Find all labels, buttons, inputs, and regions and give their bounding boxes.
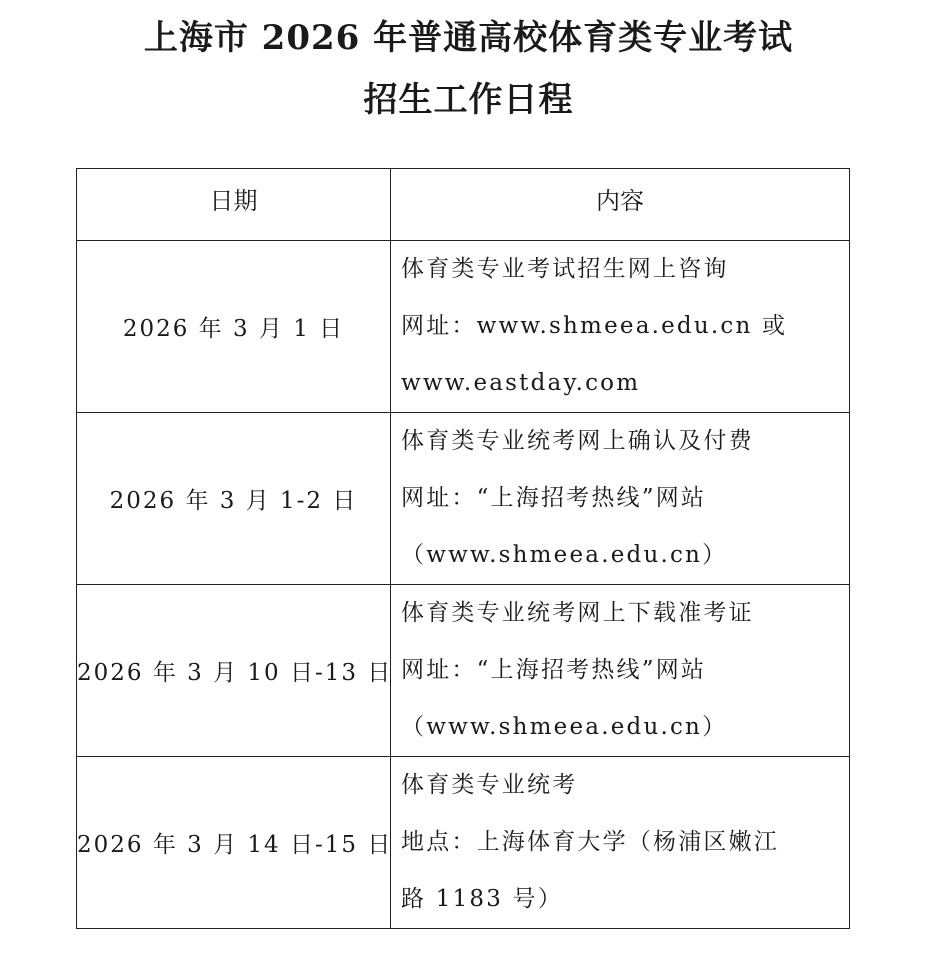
table-header-row [77, 169, 850, 241]
content-line: www.eastday.com [401, 370, 641, 396]
document-title-line-2: 招生工作日程 [363, 80, 574, 120]
content-cell [391, 241, 850, 413]
date-cell: 2026 年 3 月 14 日-15 日 [77, 757, 391, 929]
table-row [77, 241, 850, 413]
table-row [77, 413, 850, 585]
date-cell: 2026 年 3 月 1 日 [77, 241, 391, 413]
content-line: 体育类专业考试招生网上咨询 [401, 256, 729, 282]
schedule-table [76, 168, 850, 929]
content-column-header [391, 169, 850, 241]
content-line: 体育类专业统考网上确认及付费 [401, 428, 754, 454]
content-line: 体育类专业统考 [401, 772, 578, 798]
content-line: 体育类专业统考网上下载准考证 [401, 600, 754, 626]
content-line: 地点：上海体育大学（杨浦区嫩江 [401, 829, 779, 855]
date-header-label: 日期 [209, 187, 258, 215]
content-line: 路 1183 号） [401, 886, 563, 912]
content-cell [391, 757, 850, 929]
table-row [77, 757, 850, 929]
date-column-header [77, 169, 391, 241]
content-cell [391, 585, 850, 757]
content-line: 网址：“上海招考热线”网站 [401, 485, 707, 511]
table-row [77, 585, 850, 757]
content-line: （www.shmeea.edu.cn） [401, 542, 728, 568]
content-line: （www.shmeea.edu.cn） [401, 714, 728, 740]
content-line: 网址：“上海招考热线”网站 [401, 657, 707, 683]
content-header-label: 内容 [596, 187, 644, 215]
date-cell: 2026 年 3 月 10 日-13 日 [77, 585, 391, 757]
date-cell: 2026 年 3 月 1-2 日 [77, 413, 391, 585]
document-title-line-1: 上海市 2026 年普通高校体育类专业考试 [143, 18, 794, 58]
content-line: 网址：www.shmeea.edu.cn 或 [401, 313, 788, 339]
content-cell [391, 413, 850, 585]
